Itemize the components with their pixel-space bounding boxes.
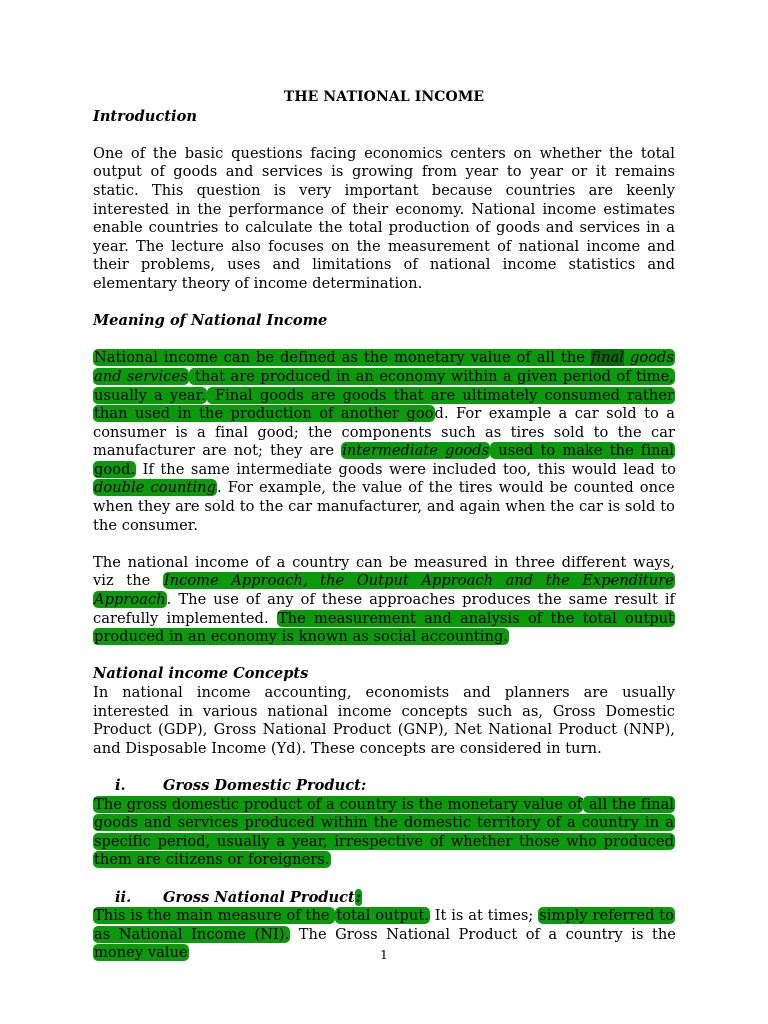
highlight: intermediate goods	[342, 442, 490, 460]
gdp-title: Gross Domestic Product:	[163, 776, 367, 794]
concepts-paragraph: In national income accounting, economists and planners are usually interested in various national income concepts such as, Gross Domestic Product (GDP), Gross National Product (GNP), Net National Product (NNP), and Disposable Income (Yd). These concepts are considered in turn.	[93, 684, 675, 757]
gnp-number: ii.	[115, 888, 132, 906]
gdp-paragraph	[93, 796, 675, 870]
highlight: total output.	[336, 907, 429, 925]
introduction-paragraph: One of the basic questions facing economics centers on whether the total output of goods and services is growing from year to year or it remains static. This question is very important because countries are keenly interested in the performance of their economy. National income estimates enable countries to calculate the total production of goods and services in a year. The lecture also focuses on the measurement of national income and their problems, uses and limitations of national income statistics and elementary theory of income determination.	[93, 144, 675, 292]
gnp-title: Gross National Product:	[163, 888, 362, 906]
gnp-paragraph: This is the main measure of the total output. It is at times; simply referred to as National Income (NI). The Gross National Product of a country is the money value	[94, 907, 676, 962]
concepts-heading: National income Concepts	[93, 665, 309, 683]
gnp-heading	[93, 889, 675, 908]
meaning-paragraph-1: National income can be defined as the monetary value of all the final goods and services that are produced in an economy within a given period of time, usually a year. Final goods are goods that are ultimately consumed rather than used in the production of another good. For example a car sold to a consumer is a final good; the components such as tires sold to the car manufacturer are not; they are intermediate goods used to make the final good. If the same intermediate goods were included too, this would lead to double counting. For example, the value of the tires would be counted once when they are sold to the car manufacturer, and again when the car is sold to the consumer.	[93, 349, 676, 534]
highlight: The gross domestic product of a country is the monetary value of	[94, 795, 583, 813]
highlight-dark: final	[590, 349, 625, 367]
gdp-heading	[93, 777, 675, 796]
highlight: used to make the final good.	[94, 442, 675, 478]
highlight: Income Approach, the Output Approach and the Expenditure Approach	[94, 572, 674, 609]
highlight: :	[355, 888, 362, 906]
highlight: all the final goods and services produced within the domestic territory of a country in a specific period, usually a year, irrespective of whether those who produced them are citizens or foreigners.	[94, 795, 674, 869]
highlight: National income can be defined as the monetary value of all the final goods and services	[94, 349, 674, 385]
highlight: Final goods are goods that are ultimately consumed rather than used in the production of another goo	[94, 386, 675, 423]
document-title: THE NATIONAL INCOME	[283, 89, 485, 105]
highlight: that are produced in an economy within a given period of time, usually a year.	[94, 367, 674, 404]
highlight: This is the main measure of the	[94, 907, 335, 925]
highlight: The measurement and analysis of the total output produced in an economy is known as social accounting.	[94, 609, 675, 646]
introduction-heading: Introduction	[93, 107, 197, 125]
gdp-number: i.	[115, 776, 126, 794]
document-body	[93, 88, 675, 963]
meaning-paragraph-2: The national income of a country can be measured in three different ways, viz the Income Approach, the Output Approach and the Expenditure Approach. The use of any of these approaches produces the same result if carefully implemented. The measurement and analysis of the total output produced in an economy is known as social accounting.	[93, 553, 675, 646]
highlight: simply referred to as National Income (NI).	[94, 907, 674, 943]
highlight: money value	[94, 944, 188, 962]
meaning-heading: Meaning of National Income	[93, 312, 328, 330]
page-number: 1	[380, 948, 388, 962]
highlight: double counting	[94, 479, 216, 497]
